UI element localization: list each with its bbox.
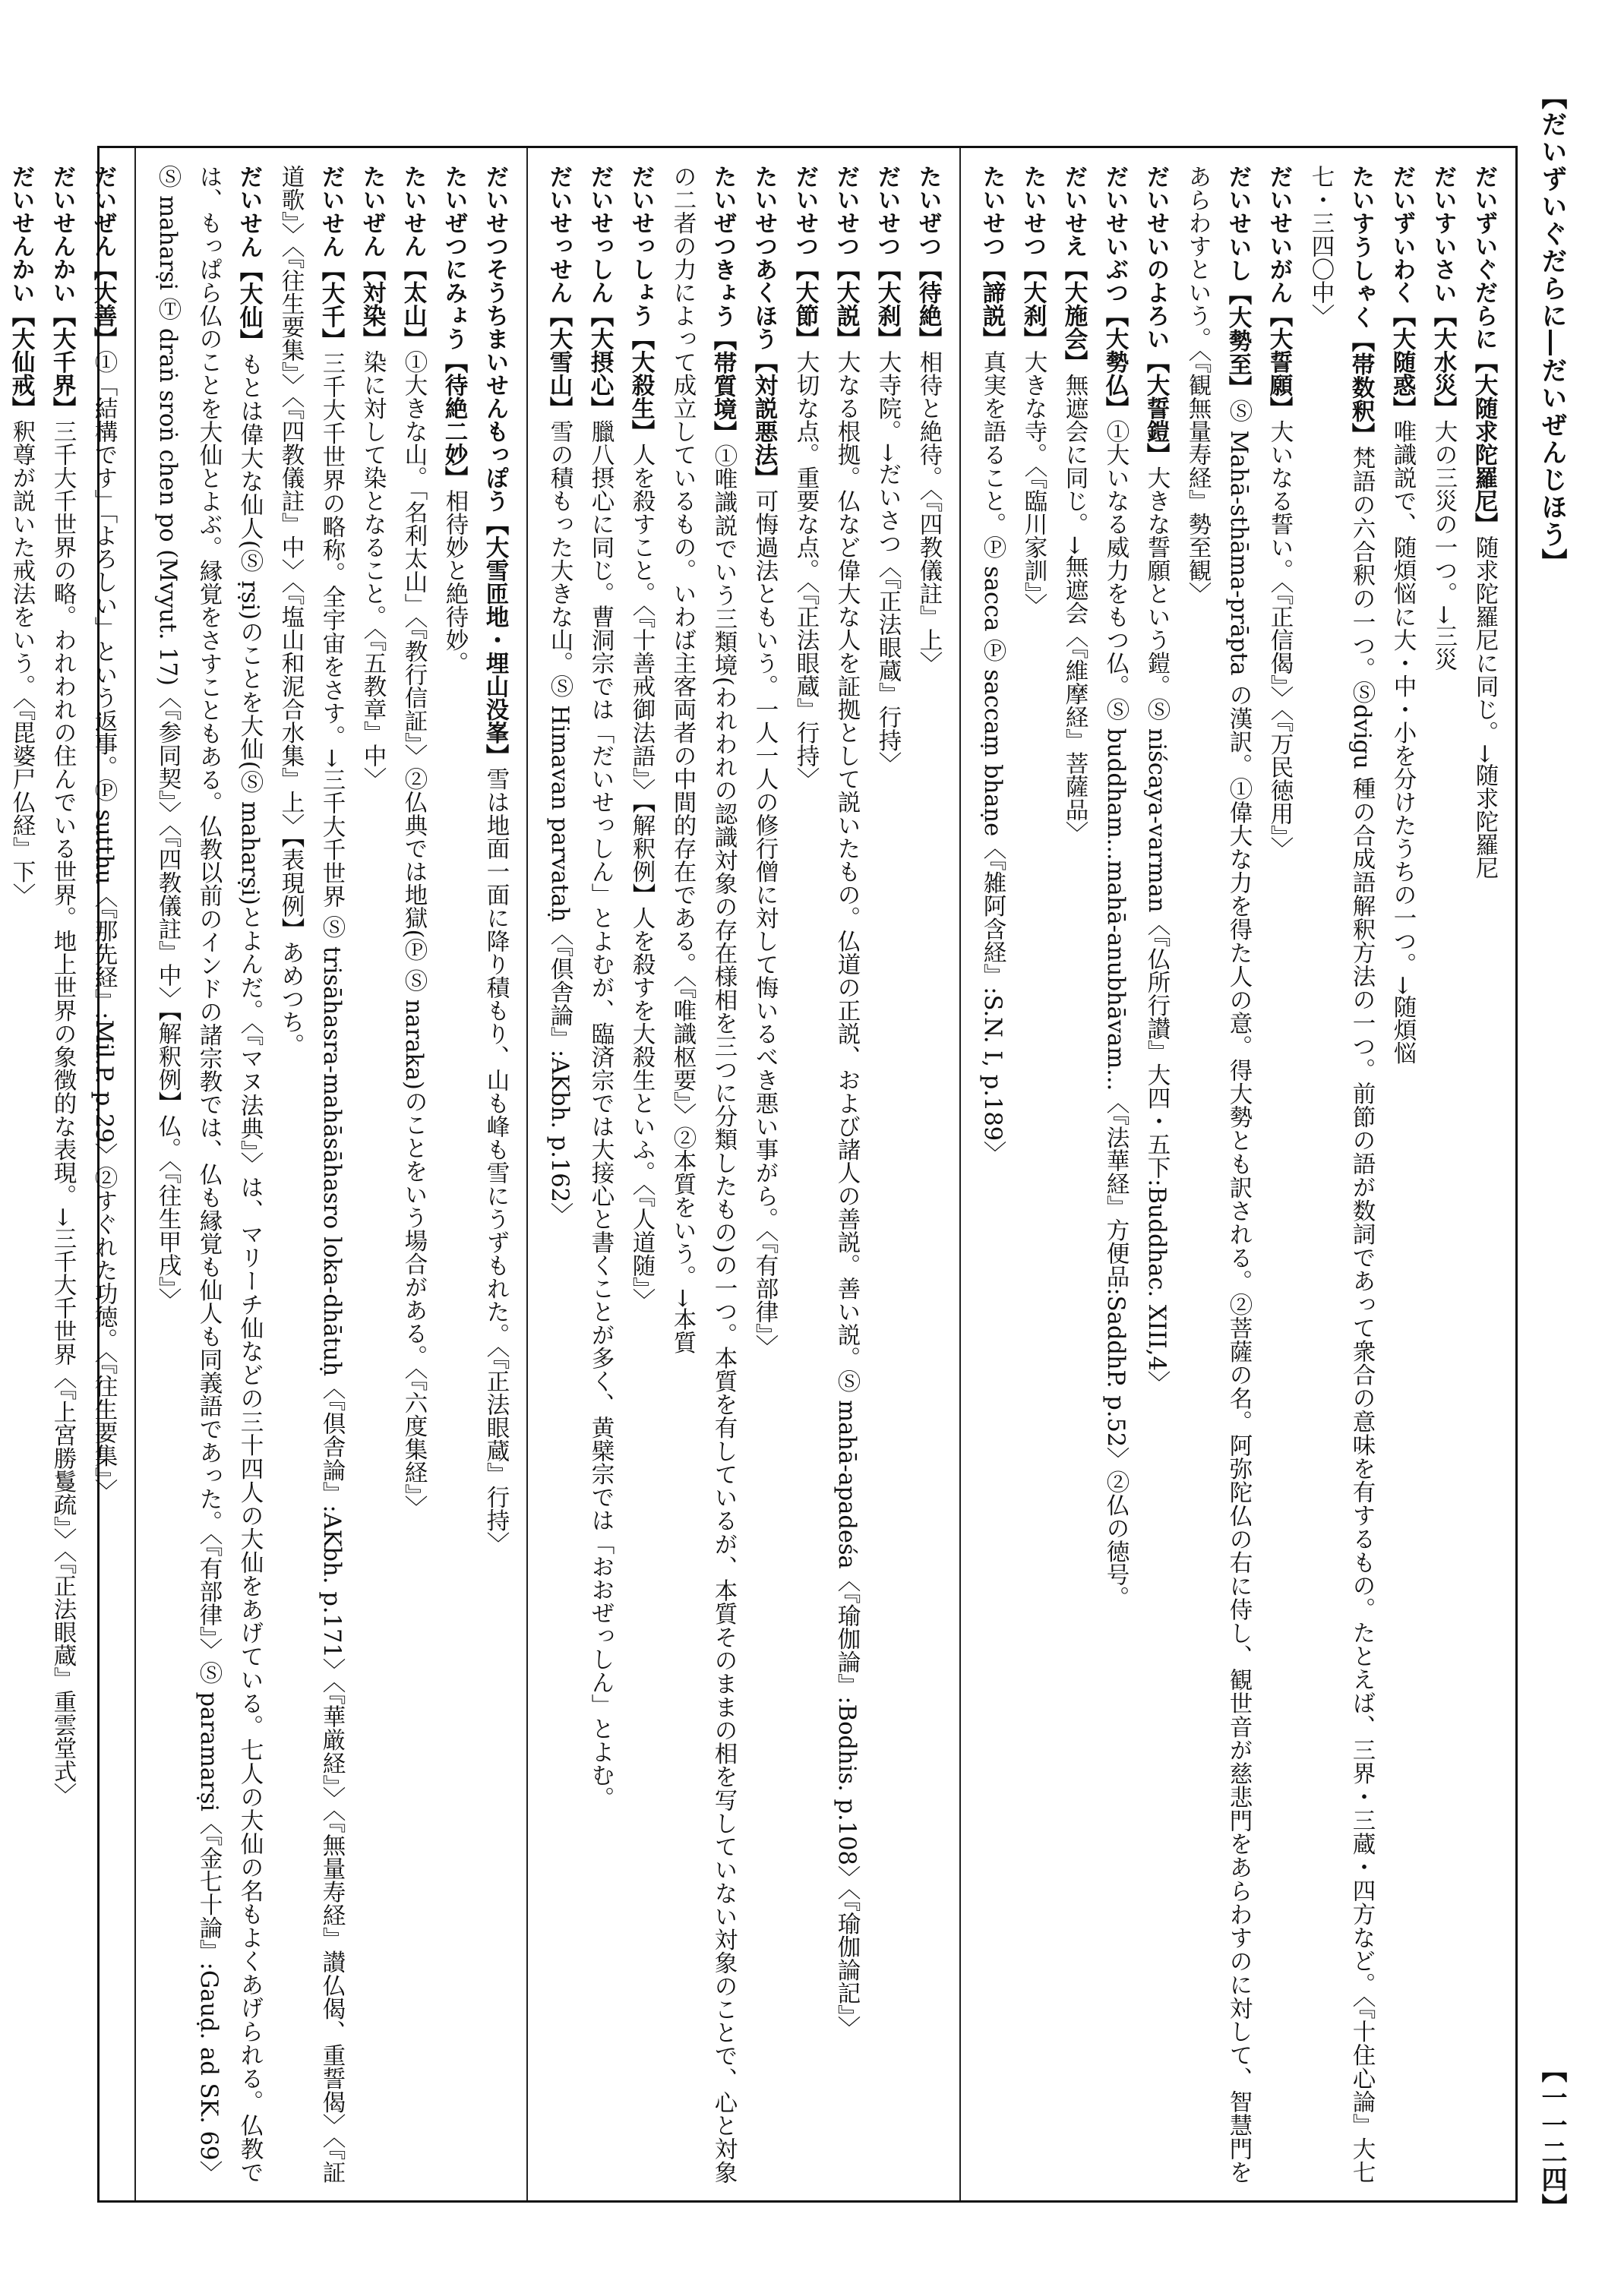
dictionary-entry	[826, 165, 867, 2184]
entry-definition: もとは偉大な仙人(Ⓢ ṛṣi)のことを大仙(Ⓢ maharṣi)とよんだ。〈『マヌ法典』〉は、マリーチ仙などの三十四人の大仙をあげている。七人の大仙の名もよくあげられる。仏教では、もっぱら仏のことを大仙とよぶ。縁覚をさすこともある。仏教以前のインドの諸宗教では、仏も縁覚も仙人も同義語であった。〈『有部律』〉Ⓢ paramarṣi〈『金七十論』:Gauḍ. ad SK. 69〉Ⓢ maharṣi Ⓣ draṅ sroṅ chen po (Mvyut. 17)〈『参同契』〉〈『四教儀註』中〉【解釈例】仏。〈『往生甲戌』〉	[154, 165, 263, 2184]
entry-headword: だいぜん【大善】	[90, 165, 117, 350]
entry-headword: だいせんかい【大仙戒】	[8, 165, 35, 420]
entry-definition: 真実を語ること。Ⓟ sacca Ⓟ saccaṃ bhaṇe〈『雑阿含経』:S.N. I, p.189〉	[979, 350, 1006, 1164]
entry-headword: たいせつ【大刹】	[1019, 165, 1047, 350]
dictionary-entry	[1013, 165, 1054, 2184]
dictionary-entry	[1464, 165, 1505, 2184]
entry-definition: ①唯識説でいう三類境(われわれの認識対象の存在様相を三つに分類したもの)の一つ。本質を有しているが、本質そのままの相を写していない対象のことで、心と対象の二者の力によって成立しているもの。いわば主客両者の中間的存在である。〈『唯識枢要』〉②本質をいう。→本質	[669, 165, 737, 2184]
entry-headword: たいせん【太山】	[400, 165, 427, 350]
entry-definition: 無遮会に同じ。→無遮会〈『維摩経』菩薩品〉	[1061, 373, 1088, 845]
dictionary-entry	[270, 165, 352, 2184]
entry-definition: ①大いなる威力をもつ仏。Ⓢ buddham...mahā-anubhāvam...〈『法華経』方便品:SaddhP. p.52〉②仏の徳号。	[1102, 419, 1129, 1609]
dictionary-entry	[42, 165, 83, 2184]
entry-headword: だいずいぐだらに【大随求陀羅尼】	[1471, 165, 1498, 535]
entry-definition: 大寺院。→だいさつ〈『正法眼蔵』行持〉	[874, 350, 901, 775]
dictionary-entry	[434, 165, 475, 2184]
dictionary-entry	[1382, 165, 1423, 2184]
dictionary-entry	[352, 165, 393, 2184]
entry-definition: ①「結構です」「よろしい」という返事。Ⓟ sutthu〈『那先経』:Mil.P. p.29〉②すぐれた功徳。〈『往生要集』〉	[90, 350, 117, 1502]
entry-definition: 雪は地面一面に降り積もり、山も峰も雪にうずもれた。〈『正法眼蔵』行持〉	[482, 767, 509, 1555]
entry-definition: 相待妙と絶待妙。	[441, 489, 468, 674]
entry-definition: 唯識説で、随煩悩に大・中・小を分けたうちの一つ。→随煩悩	[1389, 419, 1416, 1065]
entry-headword: だいせいがん【大誓願】	[1265, 165, 1293, 420]
entry-headword: たいぜつ【待絶】	[915, 165, 942, 350]
entry-definition: Ⓢ Mahā-sthāma-prāpta の漢訳。①偉大な力を得た人の意。得大勢とも訳される。②菩薩の名。阿弥陀仏の右に侍し、観世音が慈悲門をあらわすのに対して、智慧門をあらわすという。〈『観無量寿経』勢至観〉	[1184, 165, 1252, 2184]
entry-definition: 大なる根拠。仏など偉大な人を証拠として説いたもの。仏道の正説、および諸人の善説。善い説。Ⓢ mahā-apadeśa〈『瑜伽論』:Bodhis. p.108〉〈『瑜伽論記』〉	[833, 350, 860, 2039]
column-2	[526, 148, 959, 2200]
dictionary-entry	[867, 165, 908, 2184]
dictionary-entry	[83, 165, 124, 2184]
entry-headword: だいせん【大千】	[318, 165, 345, 352]
dictionary-entry	[539, 165, 580, 2184]
dictionary-entry	[1423, 165, 1464, 2184]
entry-definition: 相待と絶待。〈『四教儀註』上〉	[915, 350, 942, 674]
entry-headword: だいせつ【大説】	[833, 165, 860, 350]
entry-headword: だいせつ【大刹】	[874, 165, 901, 350]
column-3	[134, 148, 526, 2200]
entry-headword: だいせつ【大節】	[791, 165, 819, 350]
entry-definition: 大の三災の一つ。→三災	[1430, 419, 1457, 671]
dictionary-entry	[393, 165, 434, 2184]
dictionary-entry	[785, 165, 826, 2184]
entry-definition: 随求陀羅尼に同じ。→随求陀羅尼	[1471, 535, 1498, 880]
dictionary-columns	[8, 146, 1518, 2203]
entry-headword: だいせっしょう【大殺生】	[627, 165, 655, 443]
dictionary-entry	[908, 165, 949, 2184]
entry-headword: だいせつそうちまいせんもっぽう【大雪匝地・埋山没峯】	[482, 165, 509, 767]
entry-headword: だいせん【大仙】	[235, 165, 263, 352]
entry-definition: 梵語の六合釈の一つ。Ⓢdvigu 種の合成語解釈方法の一つ。前節の語が数詞であって衆合の意味を有するもの。たとえば、三界・三蔵・四方など。〈『十住心論』大七七・三四〇中〉	[1307, 165, 1375, 2184]
entry-headword: だいせっしん【大摂心】	[586, 165, 614, 420]
dictionary-entry	[621, 165, 662, 2184]
entry-headword: たいぜつきょう【帯質境】	[709, 165, 737, 444]
entry-headword: だいせんかい【大千界】	[49, 165, 76, 420]
entry-headword: だいずいわく【大随惑】	[1389, 165, 1416, 420]
entry-definition: 可悔過法ともいう。一人一人の修行僧に対して悔いるべき悪い事がら。〈『有部律』〉	[751, 489, 778, 1358]
entry-definition: 染に対して染となること。〈『五教章』中〉	[359, 350, 386, 791]
dictionary-entry	[1095, 165, 1136, 2184]
entry-definition: 人を殺すこと。〈『十善戒御法語』〉【解釈例】人を殺すを大殺生といふ。〈『人道随』〉	[628, 443, 655, 1312]
dictionary-entry	[1054, 165, 1095, 2184]
dictionary-entry	[744, 165, 785, 2184]
entry-headword: だいせいのよろい【大誓鎧】	[1142, 165, 1170, 466]
entry-definition: 釈尊が説いた戒法をいう。〈『毘婆尸仏経』下〉	[8, 419, 35, 906]
entry-headword: だいすいさい【大水災】	[1430, 165, 1457, 420]
entry-definition: 臘八摂心に同じ。曹洞宗では「だいせっしん」とよむが、臨済宗では大接心と書くことが多く、黄檗宗では「おおぜっしん」とよむ。	[587, 419, 614, 1810]
dictionary-entry	[580, 165, 621, 2184]
page-number: 【一一二四】	[1537, 2057, 1567, 2221]
entry-definition: 大いなる誓い。〈『正信偈』〉〈『万民徳用』〉	[1266, 419, 1293, 860]
entry-definition: ①大きな山。「名利太山」〈『教行信証』〉②仏典では地獄(Ⓟ Ⓢ naraka)のことをいう場合がある。〈『六度集経』〉	[400, 350, 427, 1519]
dictionary-entry	[972, 165, 1013, 2184]
entry-headword: たいせつあくほう【対説悪法】	[750, 165, 778, 489]
dictionary-entry	[147, 165, 270, 2184]
entry-headword: たいせつ【諦説】	[978, 165, 1006, 350]
dictionary-entry	[1, 165, 42, 2184]
running-head: 【だいずいぐだらに―だいぜんじほう】	[1537, 84, 1567, 576]
entry-headword: だいせいぶつ【大勢仏】	[1101, 165, 1129, 420]
entry-headword: だいせいし【大勢至】	[1224, 165, 1252, 400]
entry-definition: 大きな誓願という鎧。Ⓢ niścaya-varman〈『仏所行讃』大四・五下:Buddhac. XIII,4〉	[1143, 466, 1170, 1394]
entry-definition: 大きな寺。〈『臨川家訓』〉	[1020, 350, 1047, 617]
entry-headword: だいせえ【大施会】	[1060, 165, 1088, 374]
entry-headword: たいぜん【対染】	[359, 165, 386, 350]
entry-headword: たいすうしゃく【帯数釈】	[1348, 165, 1375, 447]
entry-definition: 三千大千世界の略。われわれの住んでいる世界。地上世界の象徴的な表現。→三千大千世界〈『上宮勝鬘疏』〉〈『正法眼蔵』重雲堂式〉	[49, 419, 76, 1806]
dictionary-entry	[662, 165, 744, 2184]
dictionary-entry	[1136, 165, 1177, 2184]
dictionary-entry	[1259, 165, 1300, 2184]
entry-definition: 大切な点。重要な点。〈『正法眼蔵』行持〉	[792, 350, 819, 791]
entry-definition: 雪の積もった大きな山。Ⓢ Himavan parvataḥ〈『倶舎論』:AKbh. p.162〉	[546, 419, 573, 1226]
entry-headword: だいせっせん【大雪山】	[545, 165, 573, 420]
entry-headword: たいぜつにみょう【待絶二妙】	[441, 165, 468, 489]
column-1	[959, 148, 1515, 2200]
dictionary-entry	[475, 165, 516, 2184]
column-4	[0, 148, 134, 2200]
dictionary-entry	[0, 165, 1, 2184]
entry-definition: 三千大千世界の略称。全宇宙をさす。→三千大千世界 Ⓢ trisāhasra-mahāsāhasro loka-dhātuḥ〈『倶舎論』:AKbh. p.171〉〈『華厳経』〉〈『無量寿経』讃仏偈、重誓偈〉〈『証道歌』〉〈『往生要集』〉〈『四教儀註』中〉〈『塩山和泥合水集』上〉【表現例】あめつち。	[277, 165, 345, 2184]
dictionary-entry	[1300, 165, 1382, 2184]
dictionary-entry	[1177, 165, 1259, 2184]
